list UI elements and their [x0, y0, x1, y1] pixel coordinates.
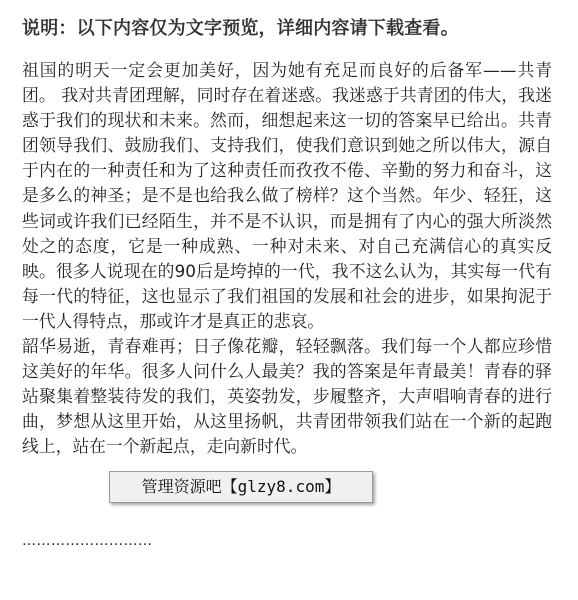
paragraph-2: 韶华易逝，青春难再；日子像花瓣，轻轻飘落。我们每一个人都应珍惜这美好的年华。很多人问什么人最美？我的答案是年青最美！青春的驿站聚集着整装待发的我们，英姿勃发，步履整齐，大声唱响青春的进行曲，梦想从这里开始，从这里扬帆，共青团带领我们站在一个新的起跑线上，站在一个新起点，走向新时代。 [22, 336, 552, 457]
paragraph-1: 祖国的明天一定会更加美好，因为她有充足而良好的后备军——共青团。 我对共青团理解，同时存在着迷惑。我迷惑于共青团的伟大，我迷惑于我们的现状和未来。然而，细想起来这一切的答案早已给出。共青团领导我们、鼓励我们、支持我们，使我们意识到她之所以伟大，源自于内在的一种责任和为了这种责任而孜孜不倦、辛勤的努力和奋斗，这是多么的神圣；是不是也给我么做了榜样？这个当然。年少、轻狂，这些词或许我们已经陌生，并不是不认识，而是拥有了内心的强大所淡然处之的态度，它是一种成熟、一种对未来、对自己充满信心的真实反映。很多人说现在的90后是垮掉的一代，我不这么认为，其实每一代有每一代的特征，这也显示了我们祖国的发展和社会的进步，如果拘泥于一代人得特点，那或许才是真正的悲哀。 [22, 60, 552, 331]
watermark-banner: 管理资源吧【glzy8.com】 [109, 471, 373, 503]
document-body [22, 58, 552, 460]
continuation-ellipsis: ……………………… [22, 533, 153, 549]
preview-notice: 说明：以下内容仅为文字预览，详细内容请下载查看。 [22, 18, 459, 39]
